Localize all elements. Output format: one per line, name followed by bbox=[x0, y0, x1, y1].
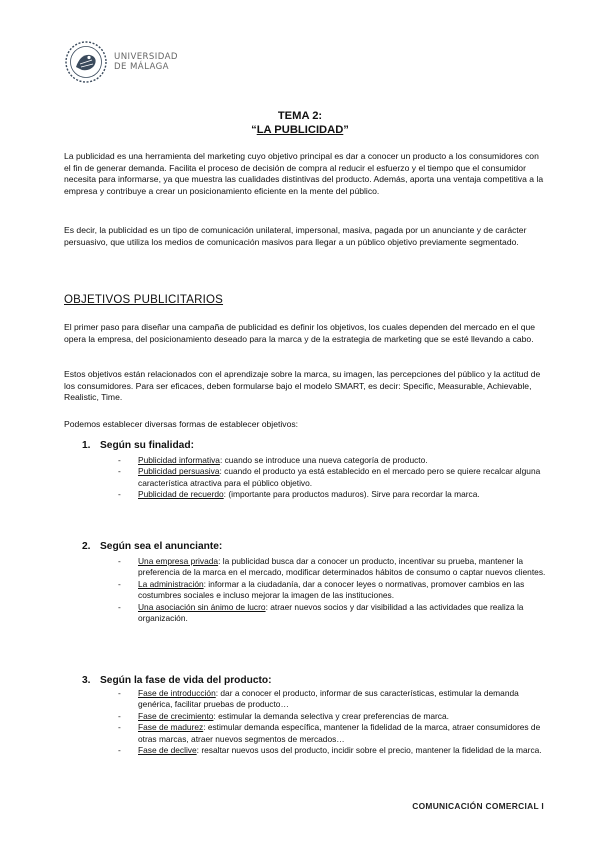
list-text: : dar a conocer el producto, informar de sus características, estimular la demanda genérica, facilitar pruebas de producto… bbox=[138, 688, 519, 710]
list-text: : la publicidad busca dar a conocer un producto, incentivar su prueba, mantener la preferencia de la marca en el mercado, modificar determinados hábitos de consumo o captar nuevos clientes. bbox=[138, 556, 546, 578]
group-list-finalidad bbox=[118, 455, 550, 501]
list-term: Una empresa privada bbox=[138, 556, 219, 566]
list-item bbox=[118, 602, 550, 625]
list-item bbox=[118, 489, 550, 500]
list-text: : estimular demanda específica, mantener la fidelidad de la marca, atraer consumidores de otras marcas, atraer nuevos segmentos de mercados… bbox=[138, 722, 541, 744]
list-item bbox=[118, 745, 550, 756]
title-close-quote: ” bbox=[343, 124, 349, 136]
list-term: Fase de madurez bbox=[138, 722, 204, 733]
section-paragraph-3: Podemos establecer diversas formas de establecer objetivos: bbox=[64, 419, 299, 429]
list-term: Publicidad informativa bbox=[138, 455, 220, 465]
list-item bbox=[118, 722, 550, 745]
dash-bullet: - bbox=[118, 556, 121, 566]
intro-paragraph-1: La publicidad es una herramienta del marketing cuyo objetivo principal es dar a conocer un producto a los consumidores con el fin de generar demanda. Facilita el proceso de decisión de compra al reducir el esfuerzo y el tiempo que el consumidor necesita para informarse, ya que muestra las cualidades distintivas del producto. Además, aporta una ventaja competitiva a la empresa y contribuye a crear un posicionamiento eficiente en la mente del público. bbox=[64, 151, 544, 196]
list-term: La administración bbox=[138, 578, 204, 589]
dash-bullet: - bbox=[118, 578, 121, 589]
group-number: 3. bbox=[82, 675, 91, 686]
list-text: : (importante para productos maduros). Sirve para recordar la marca. bbox=[223, 489, 480, 500]
document-title-line2 bbox=[0, 123, 600, 137]
group-number: 2. bbox=[82, 541, 91, 552]
list-item bbox=[118, 556, 550, 579]
list-term: Fase de crecimiento bbox=[138, 710, 214, 721]
list-item bbox=[118, 688, 550, 711]
dash-bullet: - bbox=[118, 489, 121, 500]
group-heading-text: Según sea el anunciante: bbox=[100, 541, 223, 552]
section-paragraph-2: Estos objetivos están relacionados con el aprendizaje sobre la marca, su imagen, las percepciones del público y la actitud de los consumidores. Para ser eficaces, deben formularse bajo el modelo SMART, es decir: Specific, Measurable, Achievable, Realistic, Time. bbox=[64, 369, 541, 403]
group-number: 1. bbox=[82, 440, 91, 451]
footer-course-label: COMUNICACIÓN COMERCIAL I bbox=[412, 801, 544, 811]
list-text: : atraer nuevos socios y dar visibilidad a las actividades que realiza la organización. bbox=[138, 601, 524, 624]
list-term: Publicidad persuasiva bbox=[138, 466, 220, 477]
university-name bbox=[114, 52, 178, 72]
list-text: : informar a la ciudadanía, dar a conocer leyes o normativas, promover cambios en las costumbres sociales e incluso mejorar la imagen de las instituciones. bbox=[138, 578, 525, 601]
list-item bbox=[118, 711, 550, 722]
list-term: Fase de introducción bbox=[138, 688, 216, 698]
title-text: LA PUBLICIDAD bbox=[256, 124, 344, 136]
group-heading-fase-vida bbox=[82, 675, 272, 687]
dash-bullet: - bbox=[118, 745, 121, 756]
dash-bullet: - bbox=[118, 722, 121, 733]
university-logo bbox=[64, 40, 178, 84]
list-item bbox=[118, 579, 550, 602]
university-name-line2: DE MÁLAGA bbox=[114, 62, 169, 72]
group-list-fase-vida bbox=[118, 688, 550, 756]
list-text: : estimular la demanda selectiva y crear preferencias de marca. bbox=[213, 710, 449, 721]
list-item bbox=[118, 466, 550, 489]
dash-bullet: - bbox=[118, 466, 121, 477]
dash-bullet: - bbox=[118, 455, 121, 465]
university-name-line1: UNIVERSIDAD bbox=[114, 52, 178, 62]
dash-bullet: - bbox=[118, 710, 121, 721]
section-paragraph-1: El primer paso para diseñar una campaña de publicidad es definir los objetivos, los cuales dependen del mercado en el que opera la empresa, del posicionamiento deseado para la marca y de la estrategia de marketing que se esté llevando a cabo. bbox=[64, 322, 536, 344]
group-heading-text: Según la fase de vida del producto: bbox=[100, 675, 272, 686]
intro-paragraph-2: Es decir, la publicidad es un tipo de comunicación unilateral, impersonal, masiva, pagada por un anunciante y de carácter persuasivo, que utiliza los medios de comunicación masivos para llegar a un público objetivo previamente segmentado. bbox=[64, 225, 527, 247]
section-heading: OBJETIVOS PUBLICITARIOS bbox=[64, 294, 224, 306]
group-heading-finalidad bbox=[82, 440, 194, 452]
list-term: Una asociación sin ánimo de lucro bbox=[138, 601, 266, 612]
group-heading-anunciante bbox=[82, 541, 222, 553]
list-item bbox=[118, 455, 550, 466]
group-list-anunciante bbox=[118, 556, 550, 624]
list-text: : resaltar nuevos usos del producto, incidir sobre el precio, mantener la fidelidad de la marca. bbox=[196, 745, 542, 756]
list-text: : cuando el producto ya está establecido en el mercado pero se quiere recalcar alguna característica atractiva para el público objetivo. bbox=[138, 466, 541, 488]
list-text: : cuando se introduce una nueva categoría de producto. bbox=[219, 455, 428, 465]
document-title-line1: TEMA 2: bbox=[277, 110, 323, 122]
dash-bullet: - bbox=[118, 601, 121, 612]
list-term: Publicidad de recuerdo bbox=[138, 489, 224, 500]
list-term: Fase de declive bbox=[138, 745, 197, 756]
group-heading-text: Según su finalidad: bbox=[100, 440, 194, 451]
title-open-quote: “ bbox=[251, 124, 257, 136]
university-seal-icon bbox=[64, 40, 108, 84]
dash-bullet: - bbox=[118, 688, 121, 698]
